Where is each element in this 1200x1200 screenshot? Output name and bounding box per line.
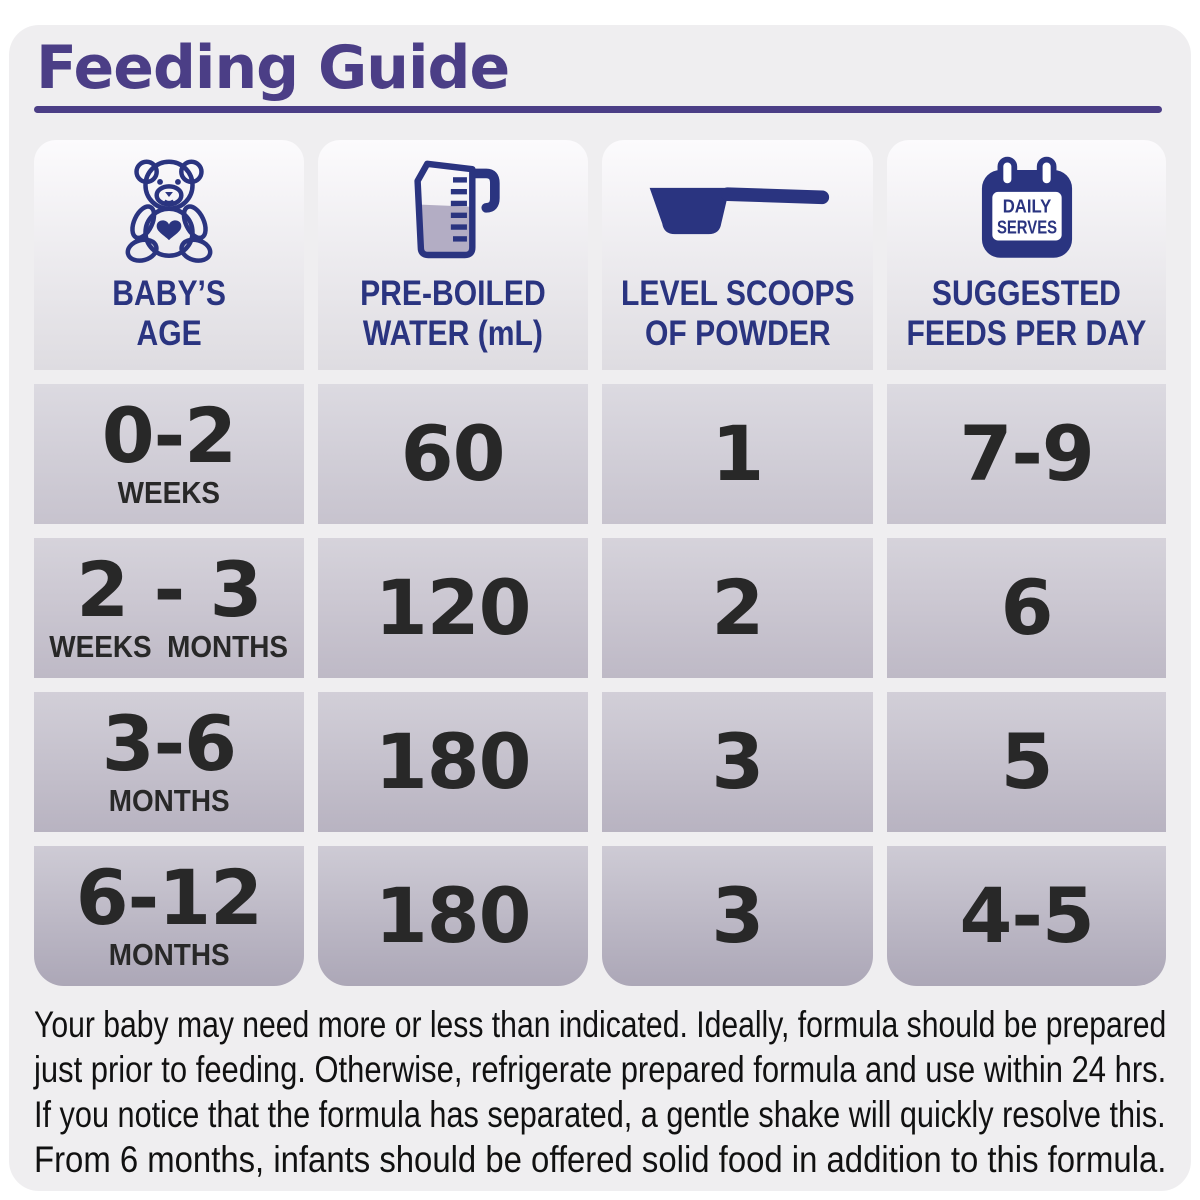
column-label: [345, 274, 561, 354]
footnote-line: [34, 1047, 1166, 1092]
column-label-line1: LEVEL SCOOPS: [620, 274, 855, 313]
water-value: 60: [400, 409, 505, 498]
table-cell-scoops: [602, 846, 874, 986]
feeding-guide-table: [34, 140, 1166, 986]
footnote-line: [34, 1137, 1166, 1182]
feeding-guide-card: [9, 25, 1191, 1191]
column-label-line2: OF POWDER: [644, 314, 831, 353]
column-label-line1: SUGGESTED: [932, 274, 1122, 313]
table-cell-water: [318, 384, 588, 524]
age-unit: WEEKS MONTHS: [49, 629, 289, 665]
age-unit: MONTHS: [108, 783, 230, 819]
water-value: 180: [374, 717, 531, 806]
water-value: 120: [374, 563, 531, 652]
table-cell-water: [318, 692, 588, 832]
column-header-water: [318, 140, 588, 370]
feeds-value: 5: [1000, 717, 1053, 806]
calendar-icon-text-daily: DAILY: [1002, 195, 1052, 217]
scoops-value: 2: [711, 563, 764, 652]
footnote-line: [34, 1002, 1166, 1047]
page-title: Feeding Guide: [36, 33, 510, 103]
table-cell-scoops: [602, 692, 874, 832]
table-cell-feeds: [887, 692, 1166, 832]
column-label-line2: AGE: [136, 314, 202, 353]
scoops-value: 3: [711, 717, 764, 806]
table-cell-feeds: [887, 846, 1166, 986]
age-value: 3-6: [101, 699, 237, 789]
table-cell-age: [34, 538, 304, 678]
table-cell-feeds: [887, 384, 1166, 524]
table-cell-scoops: [602, 538, 874, 678]
table-cell-age: [34, 692, 304, 832]
table-cell-scoops: [602, 384, 874, 524]
column-label-line1: BABY’S: [112, 274, 226, 313]
teddy-bear-icon: [113, 150, 225, 272]
scoop-icon: [637, 150, 837, 272]
column-label: [602, 274, 874, 354]
table-cell-water: [318, 538, 588, 678]
column-header-feeds: [887, 140, 1166, 370]
footnote-text: Your baby may need more or less than indicated. Ideally, formula should be prepared: [34, 1004, 1167, 1045]
column-label-line2: FEEDS PER DAY: [906, 314, 1147, 353]
age-value: 2 - 3: [76, 545, 262, 635]
calendar-icon-text-serves: SERVES: [996, 216, 1057, 238]
column-label: [887, 274, 1166, 354]
feeds-value: 6: [1000, 563, 1053, 652]
column-header-scoops: [602, 140, 874, 370]
footnote-text: If you notice that the formula has separated, a gentle shake will quickly resolve this.: [34, 1094, 1166, 1135]
footnote: [34, 1002, 1166, 1182]
title-underline: [34, 106, 1162, 113]
scoops-value: 3: [711, 871, 764, 960]
feeds-value: 7-9: [959, 409, 1094, 498]
column-label-line1: PRE-BOILED: [359, 274, 546, 313]
age-value: 6-12: [75, 853, 262, 943]
table-cell-age: [34, 384, 304, 524]
column-label: [103, 274, 235, 354]
age-unit: WEEKS: [117, 475, 221, 511]
column-header-babys-age: [34, 140, 304, 370]
water-value: 180: [374, 871, 531, 960]
age-unit: MONTHS: [108, 937, 230, 973]
feeds-value: 4-5: [959, 871, 1094, 960]
table-cell-water: [318, 846, 588, 986]
age-value: 0-2: [101, 391, 237, 481]
footnote-text: From 6 months, infants should be offered solid food in addition to this formula.: [34, 1139, 1167, 1180]
footnote-text: just prior to feeding. Otherwise, refrigerate prepared formula and use within 24 hrs.: [34, 1049, 1167, 1090]
table-cell-feeds: [887, 538, 1166, 678]
scoops-value: 1: [711, 409, 764, 498]
calendar-icon: [975, 150, 1079, 272]
measuring-jug-icon: [394, 150, 512, 272]
column-label-line2: WATER (mL): [362, 314, 543, 353]
footnote-line: [34, 1092, 1166, 1137]
table-cell-age: [34, 846, 304, 986]
